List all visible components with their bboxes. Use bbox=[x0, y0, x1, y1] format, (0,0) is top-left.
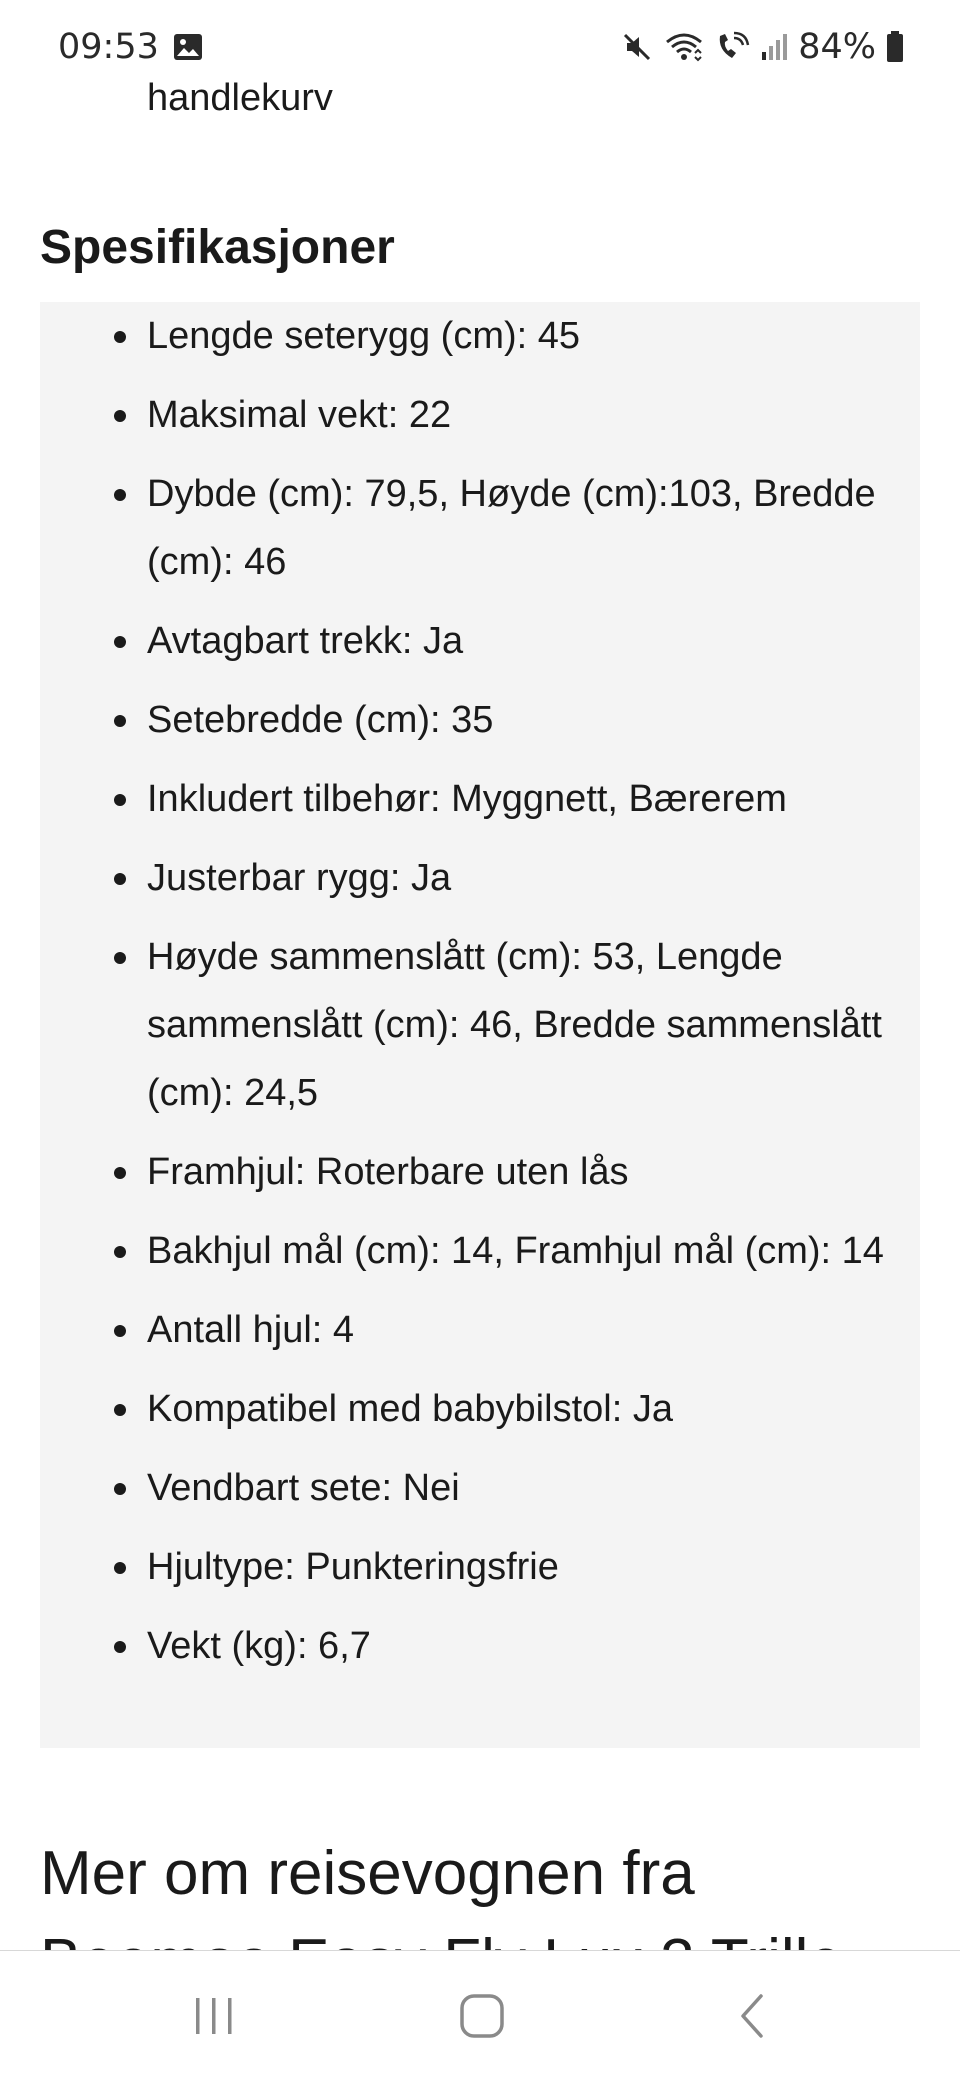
battery-percentage: 84% bbox=[798, 27, 876, 67]
mute-icon bbox=[620, 30, 654, 64]
spec-heading: Spesifikasjoner bbox=[40, 221, 395, 274]
back-icon bbox=[735, 1992, 769, 2040]
spec-item: Framhjul: Roterbare uten lås bbox=[107, 1138, 920, 1206]
spec-item: Dybde (cm): 79,5, Høyde (cm):103, Bredde (cm): 46 bbox=[107, 460, 920, 596]
signal-icon bbox=[760, 32, 788, 62]
status-time: 09:53 bbox=[58, 27, 159, 67]
more-about-heading: Mer om reisevognen fra bbox=[40, 1839, 695, 1908]
spec-item: Maksimal vekt: 22 bbox=[107, 381, 920, 449]
wifi-icon bbox=[664, 30, 704, 64]
status-bar bbox=[0, 0, 960, 94]
home-icon bbox=[459, 1993, 505, 2039]
navigation-bar bbox=[0, 1950, 960, 2080]
home-button[interactable] bbox=[412, 1951, 552, 2081]
spec-item: Inkludert tilbehør: Myggnett, Bærerem bbox=[107, 765, 920, 833]
spec-item: Bakhjul mål (cm): 14, Framhjul mål (cm): 14 bbox=[107, 1217, 920, 1285]
gallery-icon bbox=[173, 33, 203, 61]
spec-item: Setebredde (cm): 35 bbox=[107, 686, 920, 754]
back-button[interactable] bbox=[682, 1951, 822, 2081]
prev-text-fragment: handlekurv bbox=[147, 77, 333, 119]
spec-item: Vekt (kg): 6,7 bbox=[107, 1612, 920, 1680]
spec-item: Antall hjul: 4 bbox=[107, 1296, 920, 1364]
battery-icon bbox=[886, 31, 904, 63]
spec-item: Hjultype: Punkteringsfrie bbox=[107, 1533, 920, 1601]
recent-apps-icon bbox=[192, 1994, 236, 2038]
spec-item: Vendbart sete: Nei bbox=[107, 1454, 920, 1522]
spec-item: Høyde sammenslått (cm): 53, Lengde sammenslått (cm): 46, Bredde sammenslått (cm): 24,5 bbox=[107, 923, 920, 1127]
spec-list bbox=[107, 302, 920, 1691]
spec-item: Justerbar rygg: Ja bbox=[107, 844, 920, 912]
recent-apps-button[interactable] bbox=[144, 1951, 284, 2081]
spec-item: Kompatibel med babybilstol: Ja bbox=[107, 1375, 920, 1443]
wifi-calling-icon bbox=[714, 30, 750, 64]
spec-item: Avtagbart trekk: Ja bbox=[107, 607, 920, 675]
spec-item: Lengde seterygg (cm): 45 bbox=[107, 302, 920, 370]
